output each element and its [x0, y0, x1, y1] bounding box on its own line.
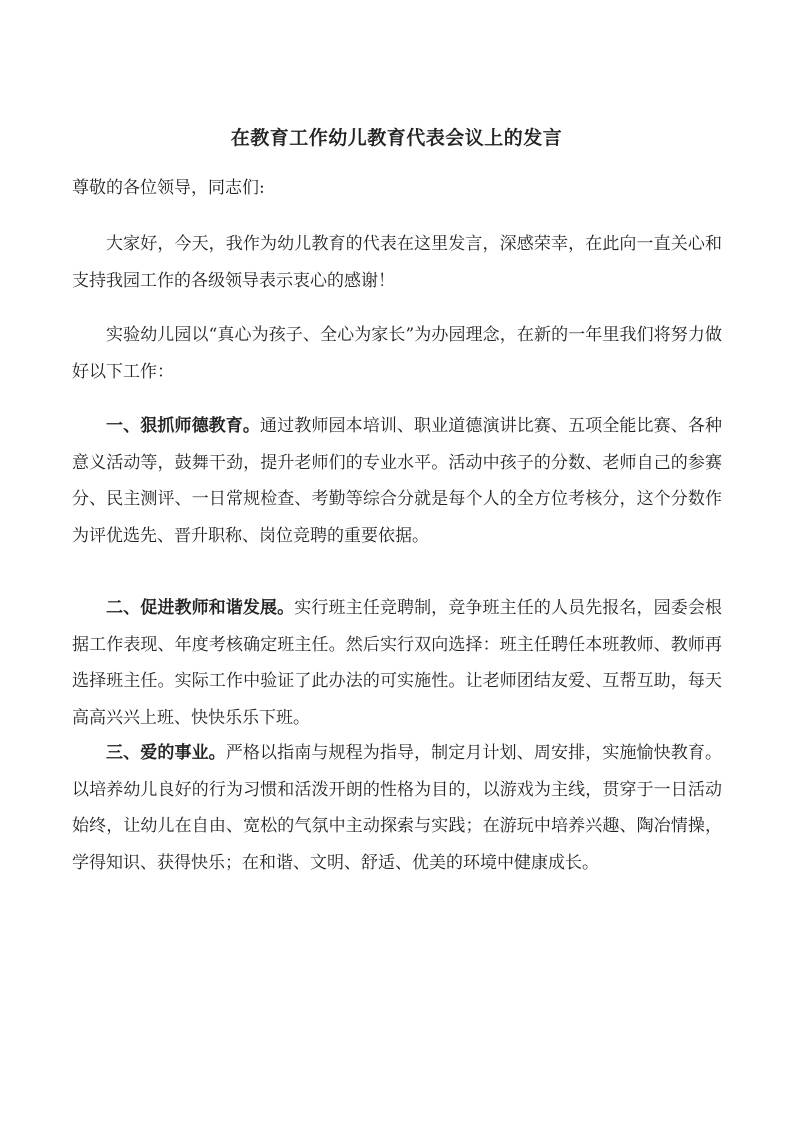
paragraph-text: 严格以指南与规程为指导，制定月计划、周安排，实施愉快教育。以培养幼儿良好的行为习惯和活泼开朗的性格为目的，以游戏为主线，贯穿于一日活动始终，让幼儿在自由、宽松的气氛中主动探索与实践；在游玩中培养兴趣、陶冶情操，学得知识、获得快乐；在和谐、文明、舒适、优美的环境中健康成长。 — [72, 743, 723, 873]
paragraph-text: 大家好，今天，我作为幼儿教育的代表在这里发言，深感荣幸，在此向一直关心和支持我园工作的各级领导表示衷心的感谢！ — [72, 234, 722, 291]
paragraph-text: 实行班主任竞聘制，竞争班主任的人员先报名，园委会根据工作表现、年度考核确定班主任。然后实行双向选择：班主任聘任本班教师、教师再选择班主任。实际工作中验证了此办法的可实施性。让老师团结友爱、互帮互助，每天高高兴兴上班、快快乐乐下班。 — [72, 598, 723, 728]
paragraph-text: 实验幼儿园以“真心为孩子、全心为家长”为办园理念，在新的一年里我们将努力做好以下工作： — [72, 325, 722, 382]
salutation: 尊敬的各位领导，同志们: — [72, 178, 265, 198]
paragraph-career-of-love — [72, 735, 722, 881]
paragraph-ethics — [72, 408, 722, 554]
paragraph-teacher-development — [72, 590, 722, 736]
paragraph-heading: 一、狠抓师德教育。 — [106, 416, 261, 436]
paragraph-heading: 二、促进教师和谐发展。 — [106, 598, 295, 618]
paragraph-philosophy — [72, 317, 722, 390]
paragraph-opening — [72, 226, 722, 299]
document-title: 在教育工作幼儿教育代表会议上的发言 — [230, 127, 563, 149]
paragraph-text: 通过教师园本培训、职业道德演讲比赛、五项全能比赛、各种意义活动等，鼓舞干劲，提升老师们的专业水平。活动中孩子的分数、老师自己的参赛分、民主测评、一日常规检查、考勤等综合分就是每个人的全方位考核分，这个分数作为评优选先、晋升职称、岗位竞聘的重要依据。 — [72, 416, 723, 546]
paragraph-heading: 三、爱的事业。 — [106, 743, 226, 763]
